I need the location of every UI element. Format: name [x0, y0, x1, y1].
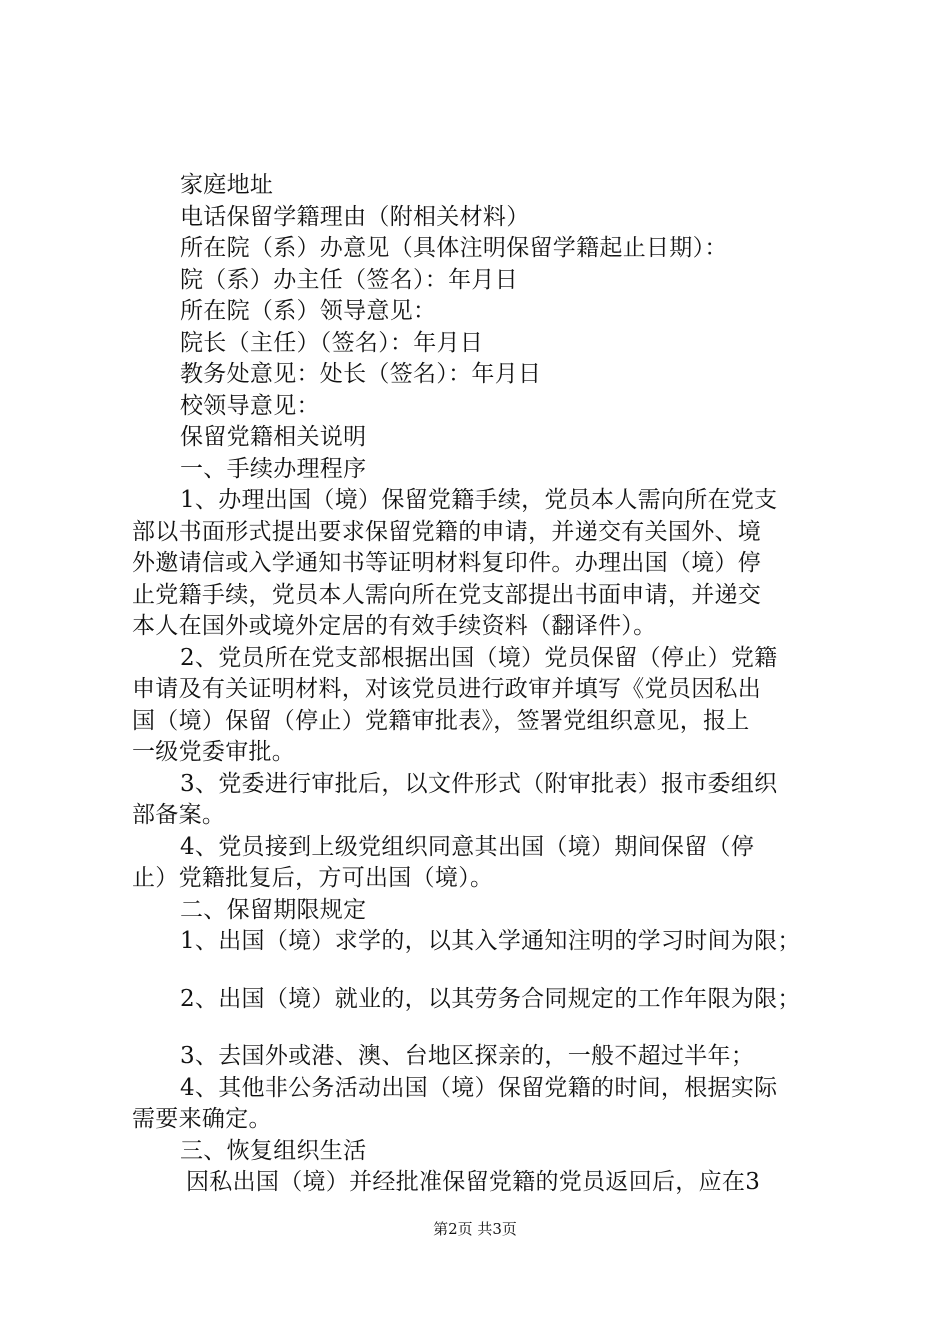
paragraph-line: 2、党员所在党支部根据出国（境）党员保留（停止）党籍	[180, 644, 778, 671]
paragraph-line: 3、去国外或港、澳、台地区探亲的，一般不超过半年；	[180, 1043, 755, 1069]
text-line: 所在院（系）领导意见：	[180, 298, 437, 324]
paragraph-line: 部以书面形式提出要求保留党籍的申请，并递交有关国外、境	[132, 518, 762, 545]
page-footer: 第2页 共3页	[433, 1220, 517, 1238]
section-heading: 二、保留期限规定	[180, 896, 367, 923]
paragraph-line: 止党籍手续，党员本人需向所在党支部提出书面申请，并递交	[132, 581, 762, 608]
paragraph-line: 部备案。	[132, 802, 226, 828]
paragraph-line: 4、党员接到上级党组织同意其出国（境）期间保留（停	[180, 833, 755, 860]
text-line: 教务处意见：处长（签名）：年月日	[180, 361, 542, 387]
paragraph-line: 一级党委审批。	[132, 739, 296, 765]
document-body	[132, 170, 842, 1199]
text-line: 家庭地址	[180, 172, 274, 198]
text-line: 电话保留学籍理由（附相关材料）	[180, 203, 530, 230]
text-line: 院（系）办主任（签名）：年月日	[180, 266, 518, 293]
section-heading: 三、恢复组织生活	[180, 1137, 367, 1164]
text-line: 所在院（系）办意见（具体注明保留学籍起止日期）：	[180, 235, 728, 261]
paragraph-line: 1、出国（境）求学的，以其入学通知注明的学习时间为限；	[180, 928, 801, 954]
paragraph-line: 3、党委进行审批后，以文件形式（附审批表）报市委组织	[180, 770, 778, 797]
paragraph-line: 止）党籍批复后，方可出国（境）。	[132, 865, 494, 891]
paragraph-line: 2、出国（境）就业的，以其劳务合同规定的工作年限为限；	[180, 985, 801, 1012]
paragraph-line: 本人在国外或境外定居的有效手续资料（翻译件）。	[132, 613, 657, 639]
paragraph-line: 外邀请信或入学通知书等证明材料复印件。办理出国（境）停	[132, 550, 762, 576]
paragraph-line: 因私出国（境）并经批准保留党籍的党员返回后，应在3	[186, 1169, 761, 1195]
section-title: 保留党籍相关说明	[180, 424, 367, 450]
paragraph-line: 1、办理出国（境）保留党籍手续，党员本人需向所在党支	[180, 487, 778, 513]
paragraph-line: 申请及有关证明材料，对该党员进行政审并填写《党员因私出	[132, 676, 762, 702]
paragraph-line: 国（境）保留（停止）党籍审批表》，签署党组织意见，报上	[132, 707, 750, 734]
paragraph-line: 4、其他非公务活动出国（境）保留党籍的时间，根据实际	[180, 1074, 778, 1101]
text-line: 校领导意见：	[180, 392, 320, 419]
section-heading: 一、手续办理程序	[180, 455, 367, 482]
paragraph-line: 需要来确定。	[132, 1106, 272, 1132]
text-line: 院长（主任）（签名）：年月日	[180, 329, 484, 356]
